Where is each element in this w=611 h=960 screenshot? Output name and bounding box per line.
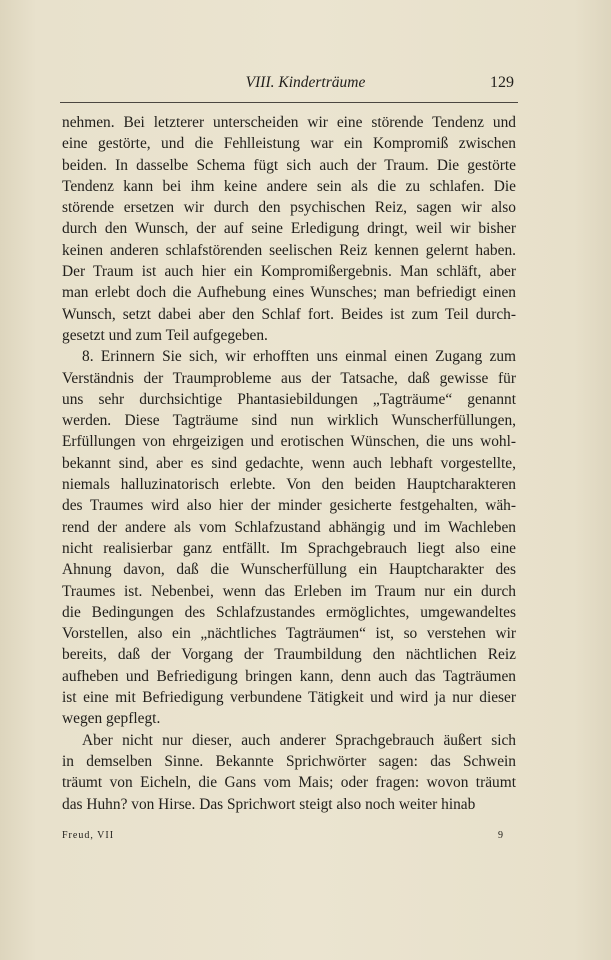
text-line: durch den Wunsch, der auf seine Erledigung dringt, weil wir bisher: [62, 220, 516, 238]
text-line: Traumes ist. Nebenbei, wenn das Erleben im Traum nur ein durch: [62, 582, 516, 600]
text-line: Tendenz kann bei ihm keine andere sein als die zu schlafen. Die: [62, 177, 516, 195]
text-line: wegen gepflegt.: [62, 710, 161, 728]
paragraph: [62, 346, 516, 729]
text-line: niemals halluzinatorisch erlebte. Von den beiden Hauptcharakteren: [62, 476, 516, 494]
text-line: ist eine mit Befriedigung verbundene Tätigkeit und wird ja nur dieser: [62, 689, 516, 707]
text-line: Verständnis der Traumprobleme aus der Tatsache, daß gewisse für: [62, 369, 516, 387]
text-line: aufheben und Befriedigung bringen kann, denn auch das Tagträumen: [62, 667, 516, 685]
sheet-number: 9: [498, 830, 503, 841]
text-line: werden. Diese Tagträume sind nun wirklich Wunscherfüllungen,: [62, 412, 516, 430]
header-rule: [60, 102, 518, 103]
text-line: Der Traum ist auch hier ein Kompromißergebnis. Man schläft, aber: [62, 263, 516, 281]
text-line: rend der andere als vom Schlafzustand abhängig und im Wachleben: [62, 518, 516, 536]
text-line: 8. Erinnern Sie sich, wir erhofften uns einmal einen Zugang zum: [82, 348, 516, 366]
text-line: die Bedingungen des Schlafzustandes ermöglichtes, umgewandeltes: [62, 603, 516, 621]
text-line: nehmen. Bei letzterer unterscheiden wir eine störende Tendenz und: [62, 114, 516, 131]
text-line: Vorstellen, also ein „nächtliches Tagträumen“ ist, so verstehen wir: [62, 625, 516, 643]
text-line: das Huhn? von Hirse. Das Sprichwort steigt also noch weiter hinab: [62, 795, 476, 813]
chapter-title: VIII. Kinderträume: [245, 74, 366, 91]
text-line: beiden. In dasselbe Schema fügt sich auch der Traum. Die gestörte: [62, 156, 516, 174]
text-line: Erfüllungen von ehrgeizigen und erotischen Wünschen, die uns wohl-: [62, 433, 516, 451]
text-line: gesetzt und zum Teil aufgegeben.: [62, 326, 268, 344]
text-line: in demselben Sinne. Bekannte Sprichwörter sagen: das Schwein: [62, 752, 516, 770]
text-line: uns sehr durchsichtige Phantasiebildungen „Tagträume“ genannt: [62, 390, 516, 408]
text-line: träumt von Eicheln, die Gans vom Mais; oder fragen: wovon träumt: [62, 774, 516, 792]
text-line: bekannt sind, aber es sind gedachte, wenn auch lebhaft vorgestellte,: [62, 454, 516, 472]
body-text: [62, 112, 516, 815]
text-line: Aber nicht nur dieser, auch anderer Sprachgebrauch äußert sich: [82, 731, 516, 749]
text-line: bereits, daß der Vorgang der Traumbildung den nächtlichen Reiz: [62, 646, 516, 664]
paragraph: [62, 112, 516, 346]
text-line: Wunsch, setzt dabei aber den Schlaf fort. Beides ist zum Teil durch-: [62, 305, 516, 323]
text-line: nicht realisierbar ganz entfällt. Im Sprachgebrauch liegt also eine: [62, 539, 516, 557]
signature-mark: Freud, VII: [62, 830, 115, 841]
text-line: des Traumes wird also hier der minder gesicherte festgehalten, wäh-: [62, 497, 516, 515]
text-line: eine gestörte, und die Fehlleistung war ein Kompromiß zwischen: [62, 135, 516, 153]
paragraph: [62, 730, 516, 815]
text-line: Ahnung davon, daß die Wunscherfüllung ein Hauptcharakter des: [62, 561, 516, 579]
page-number: 129: [490, 74, 514, 91]
text-line: man erlebt doch die Aufhebung eines Wunsches; man befriedigt einen: [62, 284, 516, 302]
running-header: [0, 72, 611, 98]
text-line: keinen anderen schlafstörenden seelischen Reiz kennen gelernt haben.: [62, 241, 516, 259]
text-line: störende ersetzen wir durch den psychischen Reiz, sagen wir also: [62, 199, 516, 217]
